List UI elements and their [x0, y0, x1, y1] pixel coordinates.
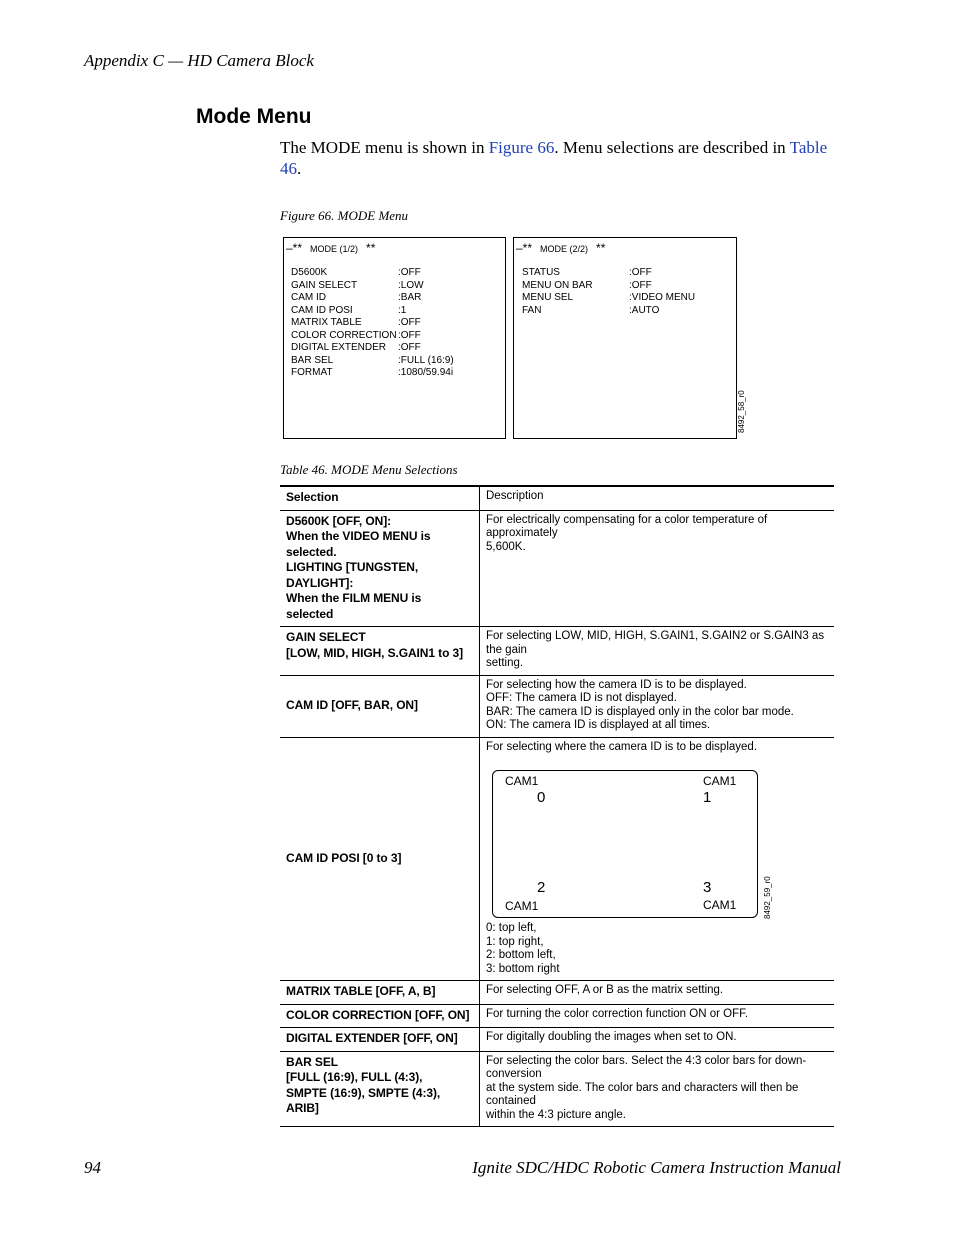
description-line: within the 4:3 picture angle. [486, 1108, 627, 1121]
menu-value: :FULL (16:9) [398, 354, 454, 366]
menu-label: D5600K [291, 267, 328, 278]
description-line: 2: bottom left, [486, 949, 556, 961]
selection-cell [280, 627, 480, 676]
description-line: BAR: The camera ID is displayed only in the color bar mode. [486, 705, 794, 718]
manual-title: Ignite SDC/HDC Robotic Camera Instruction Manual [472, 1158, 841, 1177]
menu-label: CAM ID POSI [291, 304, 353, 316]
menu-label: MENU SEL [522, 292, 574, 303]
description-cell [480, 737, 835, 981]
asterisks-right: ** [596, 241, 606, 255]
position-0: 0 [537, 789, 546, 806]
selection-line: BAR SEL [286, 1054, 338, 1069]
menu-value: :OFF [398, 267, 421, 278]
figure-code: 8492_58_r0 [737, 390, 746, 433]
menu-row [291, 329, 421, 343]
description-line: For selecting the color bars. Select the 4:3 color bars for down-conversion [486, 1054, 807, 1080]
description-line: For digitally doubling the images when set to ON. [486, 1031, 737, 1043]
description-line: For turning the color correction function ON or OFF. [486, 1007, 749, 1020]
menu-row [291, 292, 422, 305]
selection-cell [280, 737, 480, 981]
selection-line: GAIN SELECT [286, 630, 366, 644]
description-line: 0: top left, [486, 922, 537, 934]
menu-row [291, 317, 421, 330]
mode-menu-table [280, 485, 834, 1127]
selection-cell [280, 1028, 480, 1052]
description-line: at the system side. The color bars and characters will then be contained [486, 1081, 799, 1107]
selection-line: When the VIDEO MENU is [286, 529, 431, 543]
menu-value: :OFF [629, 267, 652, 278]
menu-label: BAR SEL [291, 354, 334, 366]
table-row [280, 1028, 834, 1052]
table-row [280, 1004, 834, 1028]
selection-cell [280, 1051, 480, 1127]
description-cell [480, 675, 835, 737]
selection-cell [280, 1004, 480, 1028]
menu-row [291, 279, 424, 293]
mode-menu-screen-2 [513, 237, 737, 439]
cam-label-top-right: CAM1 [703, 774, 737, 788]
selection-line: LIGHTING [TUNGSTEN, [286, 560, 419, 574]
menu-value: :LOW [398, 279, 424, 291]
description-line: For electrically compensating for a color temperature of approximately [486, 513, 768, 539]
selection-line: ARIB] [286, 1101, 319, 1115]
cam-id-position-diagram [492, 770, 772, 919]
screen-header [516, 241, 605, 255]
intro-text-2: . Menu selections are described in [554, 138, 790, 157]
table-row [280, 627, 834, 676]
screen-rows [291, 267, 454, 380]
cam-label-bottom-left: CAM1 [505, 899, 539, 913]
table-row [280, 675, 834, 737]
selection-line: selected. [286, 544, 337, 559]
menu-value: :VIDEO MENU [629, 292, 696, 303]
intro-text-1: The MODE menu is shown in [280, 138, 489, 157]
figure-66-link[interactable]: Figure 66 [488, 138, 555, 157]
selection-cell [280, 981, 480, 1005]
selection-cell [280, 510, 480, 627]
selection-line: CAM ID [OFF, BAR, ON] [286, 697, 418, 712]
menu-row [291, 304, 407, 318]
menu-label: GAIN SELECT [291, 279, 358, 291]
cam-label-top-left: CAM1 [505, 774, 539, 788]
description-line: For selecting OFF, A or B as the matrix setting. [486, 984, 724, 996]
selection-cell [280, 675, 480, 737]
menu-label: MENU ON BAR [522, 279, 593, 291]
asterisks-right: ** [366, 241, 376, 255]
table-row [280, 1051, 834, 1127]
description-line: 3: bottom right [486, 962, 560, 975]
table-caption: Table 46. MODE Menu Selections [280, 462, 458, 477]
menu-value: :OFF [398, 342, 421, 353]
menu-label: FORMAT [291, 367, 333, 378]
position-3: 3 [703, 879, 712, 896]
selection-line: [FULL (16:9), FULL (4:3), [286, 1070, 423, 1084]
menu-label: STATUS [522, 267, 560, 278]
menu-value: :AUTO [629, 304, 660, 316]
intro-text-3: . [297, 159, 302, 178]
asterisks-left: –** [516, 241, 533, 255]
position-1: 1 [703, 789, 712, 806]
table-row [280, 737, 834, 981]
menu-row [522, 292, 696, 305]
description-cell [480, 1028, 835, 1052]
description-cell [480, 1051, 835, 1127]
header-description: Description [480, 486, 835, 510]
menu-label: DIGITAL EXTENDER [291, 342, 387, 353]
menu-value: :BAR [398, 292, 422, 303]
menu-value: :OFF [398, 329, 421, 341]
description-line: OFF: The camera ID is not displayed. [486, 692, 677, 704]
figure-caption: Figure 66. MODE Menu [280, 208, 409, 223]
menu-row [522, 279, 652, 293]
description-line: ON: The camera ID is displayed at all times. [486, 719, 711, 731]
description-line: For selecting where the camera ID is to be displayed. [486, 740, 758, 753]
selection-line: MATRIX TABLE [OFF, A, B] [286, 984, 436, 998]
description-line: For selecting how the camera ID is to be displayed. [486, 678, 747, 691]
selection-line: selected [286, 606, 334, 621]
selection-line: [LOW, MID, HIGH, S.GAIN1 to 3] [286, 645, 464, 660]
description-line: 1: top right, [486, 935, 544, 948]
asterisks-left: –** [286, 241, 303, 255]
selection-line: CAM ID POSI [0 to 3] [286, 850, 402, 865]
description-line: For selecting LOW, MID, HIGH, S.GAIN1, S.GAIN2 or S.GAIN3 as the gain [486, 630, 825, 656]
description-line: 5,600K. [486, 540, 526, 553]
description-cell [480, 627, 835, 676]
selection-line: COLOR CORRECTION [OFF, ON] [286, 1007, 470, 1022]
description-line: setting. [486, 657, 524, 669]
description-cell [480, 510, 835, 627]
menu-label: CAM ID [291, 292, 326, 303]
menu-row [291, 367, 454, 380]
menu-label: FAN [522, 304, 542, 316]
screen-rows [522, 267, 696, 317]
menu-label: COLOR CORRECTION [291, 329, 397, 341]
table-row [280, 981, 834, 1005]
menu-label: MATRIX TABLE [291, 317, 362, 328]
screen-title: MODE (1/2) [310, 244, 359, 254]
diagram-code: 8492_59_r0 [763, 876, 772, 919]
menu-value: :1080/59.94i [398, 367, 454, 378]
table-header-row [280, 486, 834, 510]
page-number: 94 [84, 1158, 101, 1177]
selection-line: SMPTE (16:9), SMPTE (4:3), [286, 1085, 441, 1100]
selection-line: When the FILM MENU is [286, 591, 422, 605]
menu-value: :OFF [398, 317, 421, 328]
screen-title: MODE (2/2) [540, 244, 589, 254]
table-46-link[interactable]: Table 46 [280, 138, 828, 178]
menu-row [291, 354, 454, 368]
mode-menu-screen-1 [283, 237, 506, 439]
menu-value: :1 [398, 304, 407, 316]
header-selection: Selection [280, 486, 480, 510]
menu-value: :OFF [629, 279, 652, 291]
selection-line: DIGITAL EXTENDER [OFF, ON] [286, 1031, 458, 1045]
table-row [280, 510, 834, 627]
menu-row [522, 267, 652, 280]
selection-line: DAYLIGHT]: [286, 575, 354, 590]
section-title: Mode Menu [196, 105, 312, 128]
intro-paragraph [280, 137, 840, 179]
description-cell [480, 1004, 835, 1028]
menu-row [291, 267, 421, 280]
screen-header [286, 241, 375, 255]
menu-row [291, 342, 421, 355]
selection-line: D5600K [OFF, ON]: [286, 513, 391, 528]
cam-label-bottom-right: CAM1 [703, 898, 737, 912]
running-head: Appendix C — HD Camera Block [84, 51, 314, 70]
description-cell [480, 981, 835, 1005]
position-2: 2 [537, 879, 546, 896]
menu-row [522, 304, 660, 318]
